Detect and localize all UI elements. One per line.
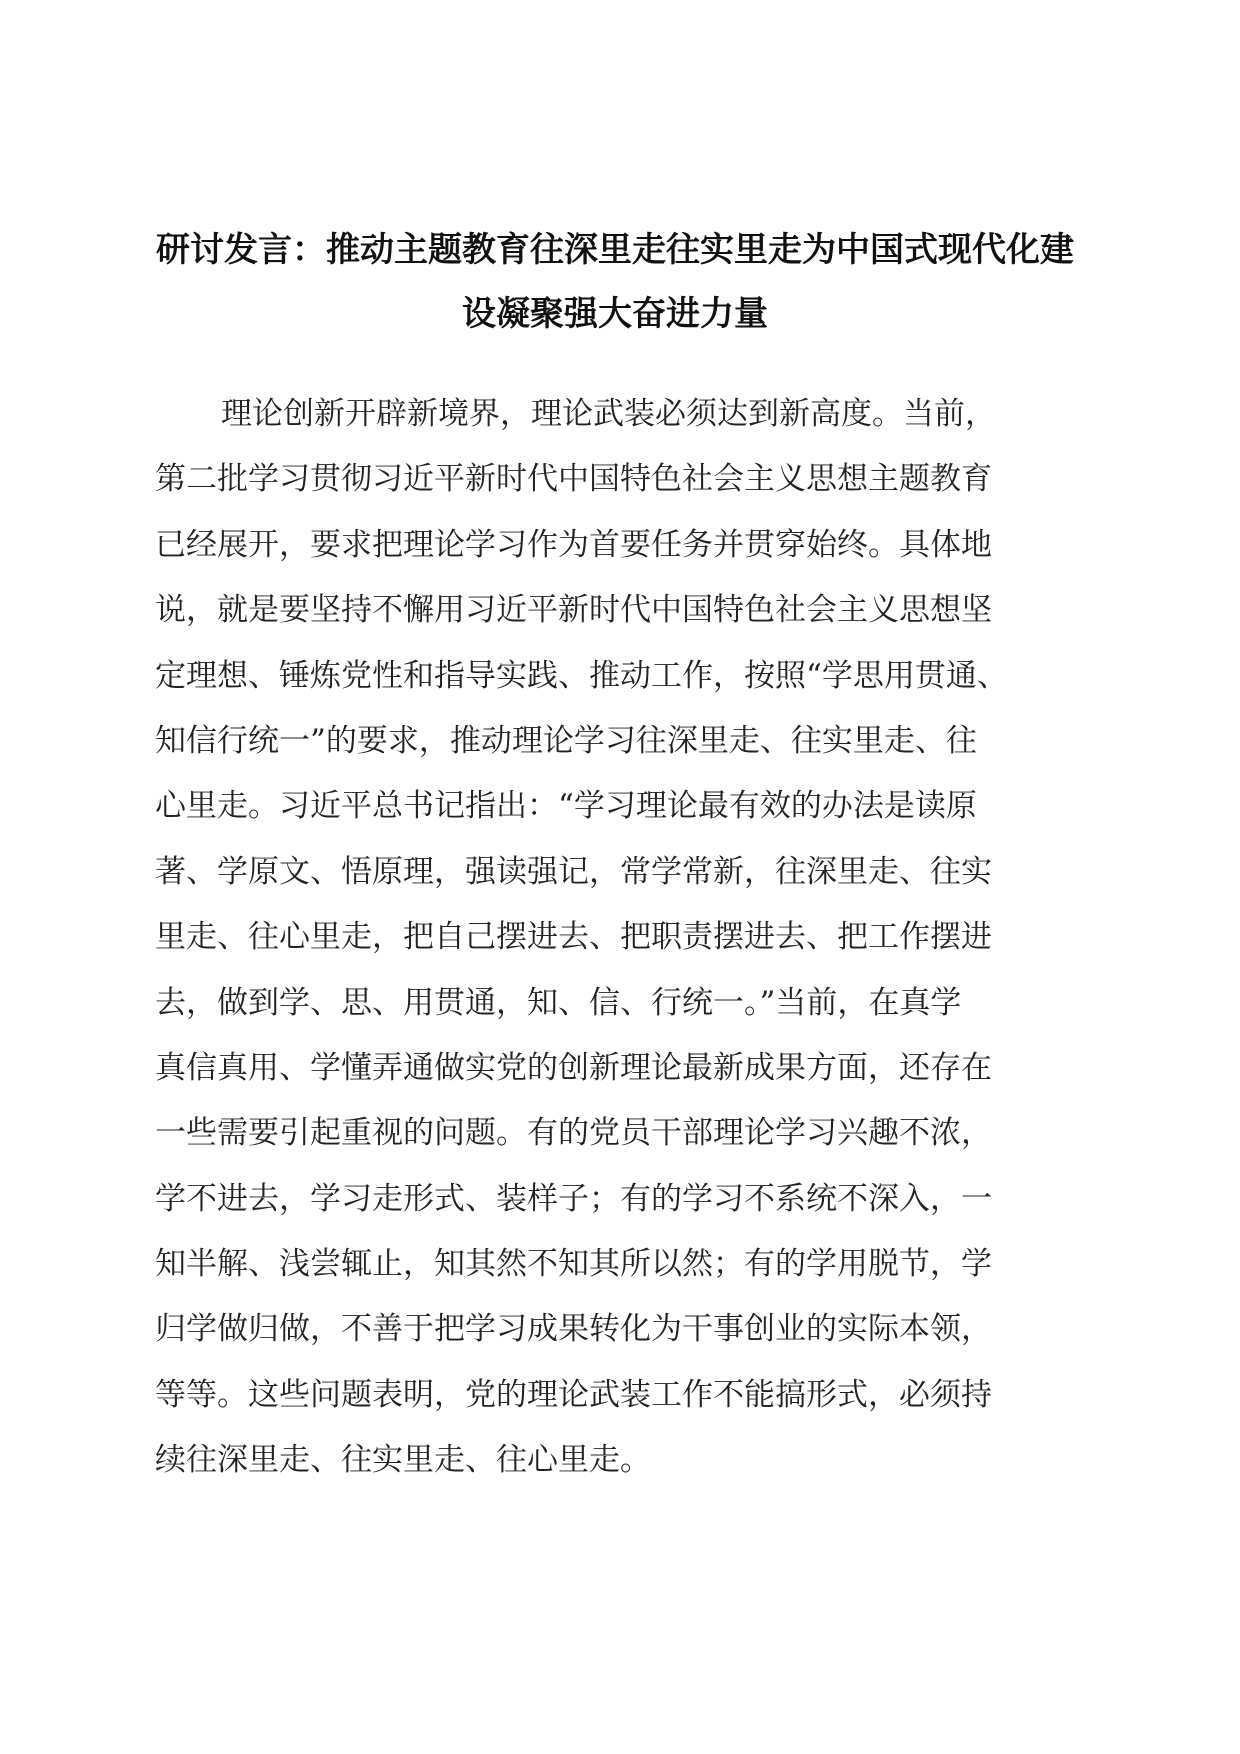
paragraph-line: 知信行统一”的要求，推动理论学习往深里走、往实里走、往 (155, 722, 977, 759)
paragraph-line: 第二批学习贯彻习近平新时代中国特色社会主义思想主题教育 (155, 461, 992, 498)
paragraph-line: 心里走。习近平总书记指出：“学习理论最有效的办法是读原 (155, 788, 977, 825)
paragraph-line: 知半解、浅尝辄止，知其然不知其所以然；有的学用脱节，学 (155, 1246, 992, 1283)
paragraph-line: 说，就是要坚持不懈用习近平新时代中国特色社会主义思想坚 (155, 592, 992, 629)
paragraph-line: 等等。这些问题表明，党的理论武装工作不能搞形式，必须持 (155, 1376, 992, 1413)
paragraph-line: 著、学原文、悟原理，强读强记，常学常新，往深里走、往实 (155, 853, 992, 890)
paragraph-line: 里走、往心里走，把自己摆进去、把职责摆进去、把工作摆进 (155, 919, 992, 956)
paragraph-line: 理论创新开辟新境界，理论武装必须达到新高度。当前， (221, 396, 996, 432)
document-title (150, 218, 1080, 346)
title-line: 设凝聚强大奋进力量 (462, 294, 768, 334)
paragraph-line: 真信真用、学懂弄通做实党的创新理论最新成果方面，还存在 (155, 1049, 992, 1086)
paragraph-line: 学不进去，学习走形式、装样子；有的学习不系统不深入，一 (155, 1180, 992, 1217)
paragraph-line: 续往深里走、往实里走、往心里走。 (155, 1442, 651, 1479)
paragraph-line: 一些需要引起重视的问题。有的党员干部理论学习兴趣不浓， (155, 1115, 992, 1152)
paragraph-line: 归学做归做，不善于把学习成果转化为干事创业的实际本领， (155, 1311, 992, 1348)
paragraph-line: 定理想、锤炼党性和指导实践、推动工作，按照“学思用贯通、 (155, 657, 1008, 694)
paragraph-line: 已经展开，要求把理论学习作为首要任务并贯穿始终。具体地 (155, 526, 992, 563)
body-paragraph (155, 382, 1095, 1494)
title-line: 研讨发言：推动主题教育往深里走往实里走为中国式现代化建 (156, 230, 1074, 270)
paragraph-line: 去，做到学、思、用贯通，知、信、行统一。”当前，在真学 (155, 984, 962, 1021)
